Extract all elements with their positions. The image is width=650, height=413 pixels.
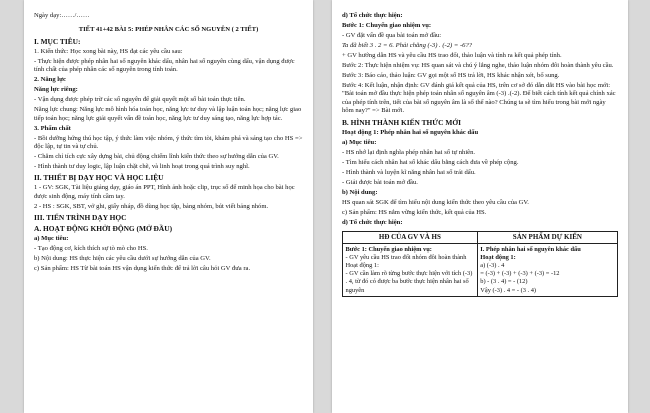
table-cell-products [477, 244, 617, 297]
paragraph: Hoạt động 1: Phép nhân hai số nguyên khác dấu [342, 128, 479, 136]
paragraph: b) Nội dung: HS thực hiện các yêu cầu dưới sự hướng dẫn của GV. [34, 255, 211, 263]
document-page-right [332, 0, 628, 413]
document-page-left [24, 0, 313, 413]
paragraph: Ta đã biết 3 . 2 = 6. Phải chăng (-3) . (-2) = -6?? [342, 42, 473, 49]
table-cell-line: Hoạt động 1: [480, 253, 516, 261]
paragraph: Bước 4: Kết luận, nhận định: GV đánh giá kết quả của HS, trên cơ sở đó dẫn dắt HS vào bài học mới: "Bài toán mở đầu thực hiện phép toán nhân số nguyên âm (-3) .(-2). Để biết cách tính kết quả chính xác của phép tính trên, tiết của bài số nguyên âm là số thế nào? Chúng ta sẽ tìm hiểu trong bài mới ngày hôm nay?" => Bài mới. [342, 82, 616, 115]
activity-table [342, 231, 618, 297]
section-heading: II. THIẾT BỊ DẠY HỌC VÀ HỌC LIỆU [34, 173, 164, 183]
table-cell-line: a) (-3) . 4 [480, 262, 505, 270]
paragraph: - Hình thành và luyện kĩ năng nhân hai số trái dấu. [342, 168, 476, 176]
section-heading: B. HÌNH THÀNH KIẾN THỨC MỚI [342, 117, 461, 127]
paragraph: - Tạo động cơ, kích thích sự tò mò cho HS. [34, 245, 148, 253]
paragraph: Năng lực chung: Năng lực mô hình hóa toán học, năng lực tư duy và lập luận toán học; năng lực giao tiếp toán học; năng lực giải quyết vấn đề toán học, năng lực tư duy sáng tạo, năng lực hợp tác. [34, 106, 302, 122]
section-heading: III. TIẾN TRÌNH DẠY HỌC [34, 213, 127, 223]
section-heading: A. HOẠT ĐỘNG KHỞI ĐỘNG (MỞ ĐẦU) [34, 224, 173, 234]
table-cell-line: I. Phép nhân hai số nguyên khác dấu [480, 245, 581, 253]
paragraph: a) Mục tiêu: [34, 235, 69, 243]
paragraph: - GV đặt vấn đề qua bài toán mở đầu: [342, 32, 442, 39]
paragraph: d) Tổ chức thực hiện: [342, 12, 403, 19]
paragraph: Bước 3: Báo cáo, thảo luận: GV gọi một số HS trả lời, HS khác nhận xét, bổ sung. [342, 72, 560, 79]
table-cell-line: - GV cần làm rõ từng bước thực hiện với tích (-3) . 4, từ đó có được ba bước thực hiện nhân hai số nguyên [345, 270, 473, 294]
paragraph: a) Mục tiêu: [342, 138, 377, 146]
paragraph: 1. Kiến thức: Học xong bài này, HS đạt các yêu cầu sau: [34, 47, 183, 55]
right-page-content [342, 12, 618, 297]
table-cell-line: Bước 1: Chuyển giao nhiệm vụ: [345, 245, 432, 253]
paragraph: 1 - GV: SGK, Tài liệu giảng dạy, giáo án PPT, Hình ảnh hoặc clip, trục số để minh họa cho bài học được sinh động, máy tính cầm tay. [34, 184, 295, 200]
paragraph: - Bồi dưỡng hứng thú học tập, ý thức làm việc nhóm, ý thức tìm tòi, khám phá và sáng tạo cho HS => độc lập, tự tin và tự chủ. [34, 134, 303, 150]
paragraph: c) Sản phẩm: HS Từ bài toán HS vận dụng kiến thức để trả lời câu hỏi GV đưa ra. [34, 265, 251, 273]
paragraph: c) Sản phẩm: HS nắm vững kiến thức, kết quả của HS. [342, 208, 487, 216]
right-text-blocks [342, 12, 618, 227]
paragraph: - Hình thành tư duy logic, lập luận chặt chẽ, và linh hoạt trong quá trình suy nghĩ. [34, 162, 250, 170]
table-cell-line: Vậy (-3) . 4 = - (3 . 4) [480, 286, 537, 294]
paragraph: - Giải được bài toán mở đầu. [342, 178, 418, 186]
lesson-title: TIẾT 41+42 BÀI 5: PHÉP NHÂN CÁC SỐ NGUYÊN ( 2 TIẾT) [78, 26, 259, 34]
paragraph: b) Nội dung: [342, 188, 378, 196]
paragraph: 2 - HS : SGK, SBT, vở ghi, giấy nháp, đồ dùng học tập, bảng nhóm, bút viết bảng nhóm. [34, 202, 269, 210]
paragraph: d) Tổ chức thực hiện: [342, 218, 403, 226]
paragraph: 3. Phẩm chất [34, 124, 71, 132]
left-page-content [34, 12, 303, 275]
section-heading: I. MỤC TIÊU: [34, 36, 81, 46]
table-cell-line: - GV yêu cầu HS trao đổi nhóm đôi hoàn thành Hoạt động 1: [345, 253, 467, 270]
paragraph: Năng lực riêng: [34, 86, 78, 94]
paragraph: HS quan sát SGK để tìm hiểu nội dung kiến thức theo yêu cầu của GV. [342, 198, 529, 206]
paragraph: - Tìm hiểu cách nhân hai số khác dấu bằng cách đưa về phép cộng. [342, 158, 519, 166]
table-row [343, 244, 618, 297]
paragraph: - Thực hiện được phép nhân hai số nguyên khác dấu, nhân hai số nguyên cùng dấu, vận dụng được tính chất của phép nhân các số nguyên trong tính toán. [34, 57, 295, 74]
left-text-blocks [34, 38, 303, 274]
paragraph: - Chăm chỉ tích cực xây dựng bài, chủ động chiếm lĩnh kiến thức theo sự hướng dẫn của GV. [34, 152, 279, 160]
paragraph: Bước 1: Chuyển giao nhiệm vụ: [342, 22, 432, 29]
table-cell-line: b) - (3 . 4) = - (12) [480, 278, 528, 286]
table-header-teacher-student: HĐ CỦA GV VÀ HS [343, 231, 478, 243]
date-line: Ngày dạy:……/…… [34, 12, 90, 19]
paragraph: - Vận dụng được phép trừ các số nguyên để giải quyết một số bài toán thực tiễn. [34, 96, 246, 104]
paragraph: + GV hướng dẫn HS và yêu cầu HS trao đổi, thảo luận và tính ra kết quả phép tính. [342, 52, 562, 59]
paragraph: - HS nhớ lại định nghĩa phép nhân hai số tự nhiên. [342, 148, 476, 156]
table-cell-activities [343, 244, 478, 297]
table-cell-line: = (-3) + (-3) + (-3) + (-3) = -12 [480, 270, 560, 278]
paragraph: Bước 2: Thực hiện nhiệm vụ: HS quan sát và chú ý lắng nghe, thảo luận nhóm đôi hoàn thành yêu cầu. [342, 62, 614, 69]
table-header-expected-product: SẢN PHẨM DỰ KIẾN [477, 231, 617, 243]
paragraph: 2. Năng lực [34, 76, 66, 84]
